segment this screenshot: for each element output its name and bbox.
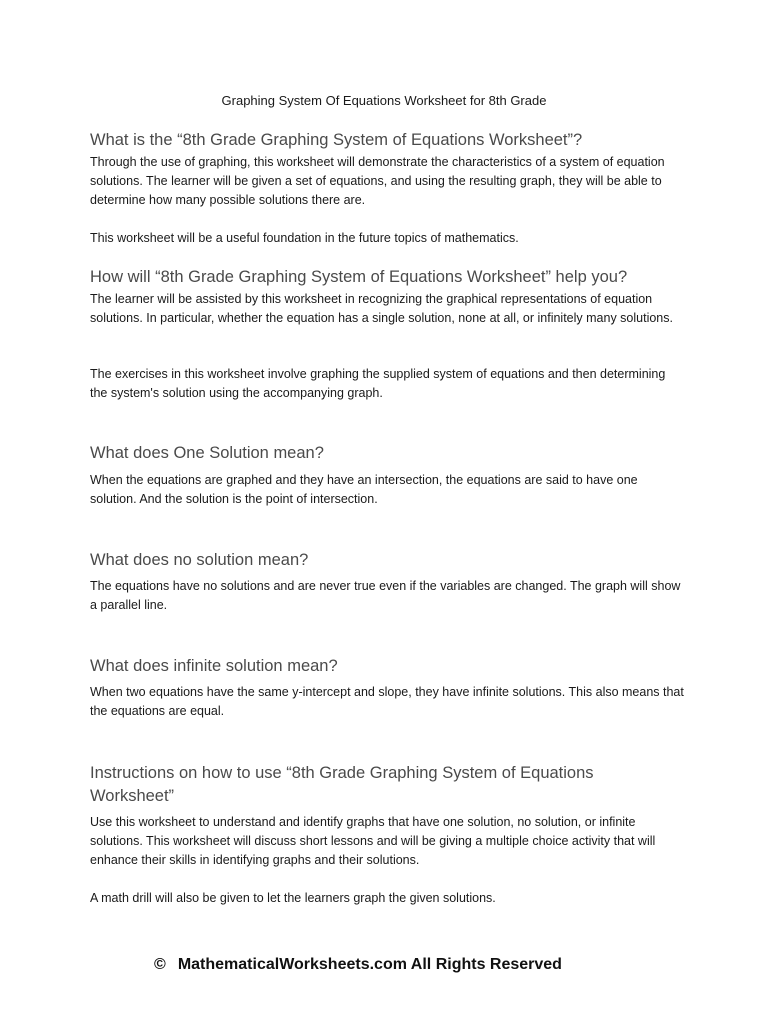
- copyright-text: MathematicalWorksheets.com All Rights Reserved: [177, 956, 562, 973]
- section-4-paragraph-1: The equations have no solutions and are never true even if the variables are changed. The graph will show a parallel line.: [90, 579, 681, 612]
- section-4-heading: What does no solution mean?: [90, 551, 309, 569]
- section-2-paragraph-1: The learner will be assisted by this worksheet in recognizing the graphical representations of equation solutions. In particular, whether the equation has a single solution, none at all, or infinitely many solutions.: [90, 292, 673, 325]
- section-5-paragraph-1: When two equations have the same y-intercept and slope, they have infinite solutions. This also means that the equations are equal.: [90, 685, 684, 718]
- section-2-heading: How will “8th Grade Graphing System of Equations Worksheet” help you?: [90, 268, 628, 286]
- section-3-heading: What does One Solution mean?: [90, 444, 324, 462]
- section-1-paragraph-1: Through the use of graphing, this worksheet will demonstrate the characteristics of a system of equation solutions. The learner will be given a set of equations, and using the resulting graph, they will be able to determine how many possible solutions there are.: [90, 155, 665, 207]
- section-5-heading: What does infinite solution mean?: [90, 657, 338, 675]
- page-title: Graphing System Of Equations Worksheet for 8th Grade: [221, 93, 547, 108]
- copyright-footer: [0, 955, 716, 975]
- section-6-paragraph-2: A math drill will also be given to let the learners graph the given solutions.: [90, 891, 496, 905]
- section-3-paragraph-1: When the equations are graphed and they have an intersection, the equations are said to have one solution. And the solution is the point of intersection.: [90, 473, 638, 506]
- section-6-paragraph-1: Use this worksheet to understand and identify graphs that have one solution, no solution, or infinite solutions. This worksheet will discuss short lessons and will be giving a multiple choice activity that will enhance their skills in identifying graphs and their solutions.: [90, 815, 656, 867]
- section-2-paragraph-2: The exercises in this worksheet involve graphing the supplied system of equations and then determining the system's solution using the accompanying graph.: [90, 367, 666, 400]
- section-1-paragraph-2: This worksheet will be a useful foundation in the future topics of mathematics.: [90, 231, 519, 245]
- section-1-heading: What is the “8th Grade Graphing System of Equations Worksheet”?: [90, 131, 583, 149]
- copyright-symbol: ©: [154, 956, 166, 973]
- section-6-heading: Instructions on how to use “8th Grade Graphing System of Equations Worksheet”: [90, 764, 594, 805]
